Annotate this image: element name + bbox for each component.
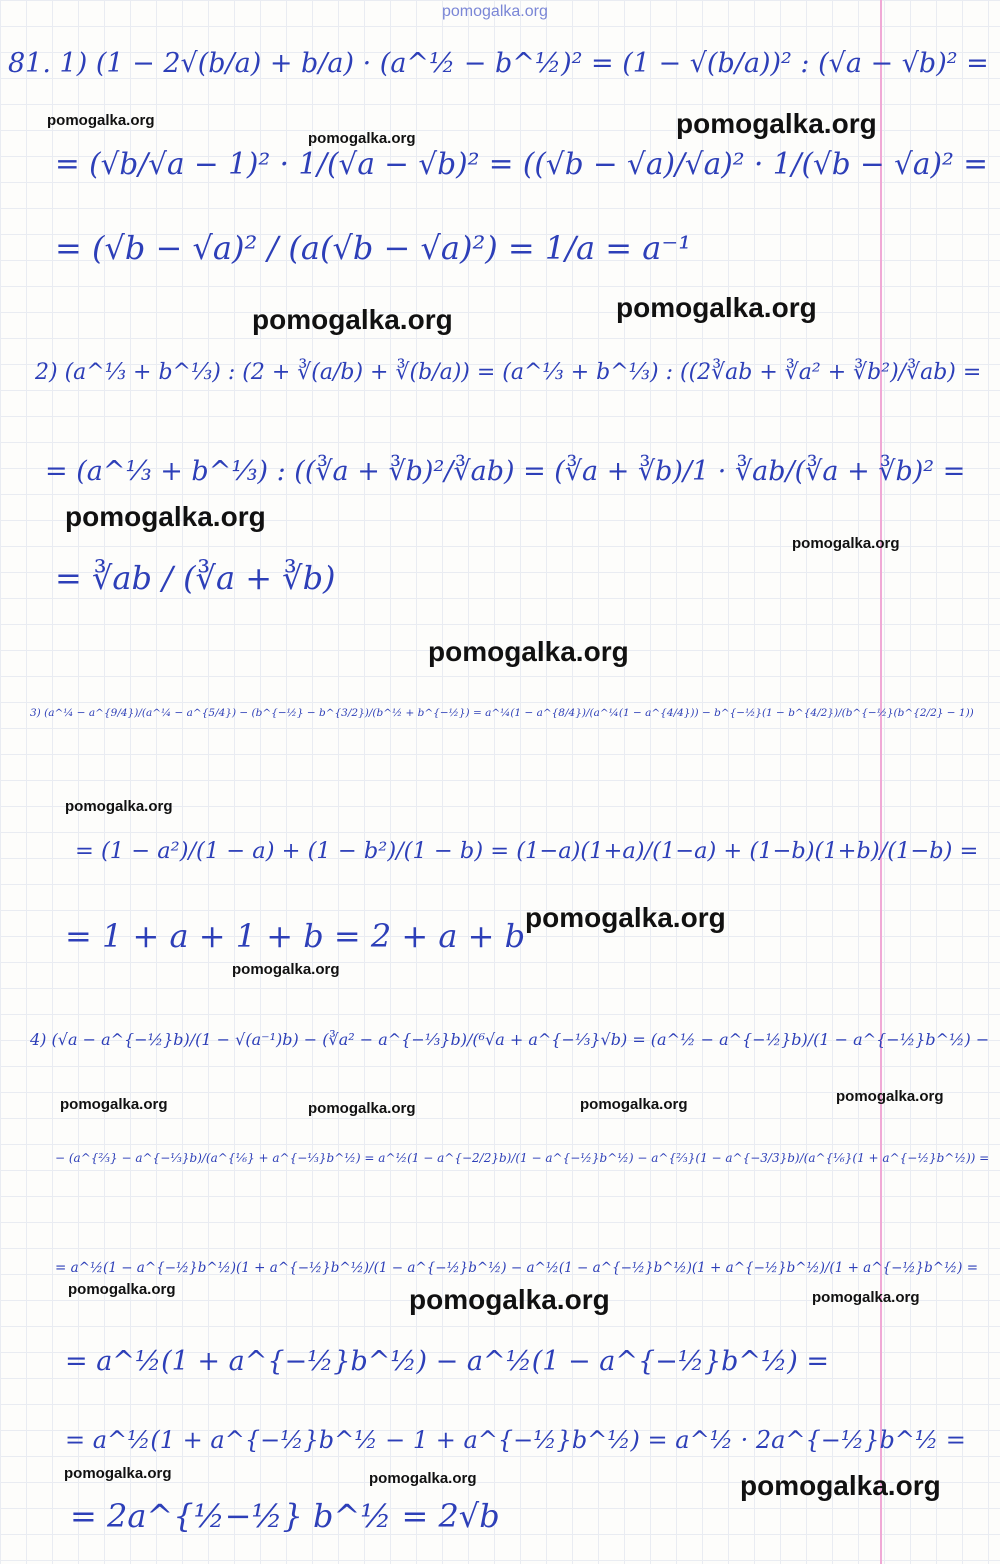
notebook-margin-line <box>880 0 882 1564</box>
line-9: = 1 + a + 1 + b = 2 + a + b <box>65 917 526 955</box>
watermark: pomogalka.org <box>308 130 416 147</box>
line-3: = (√b − √a)² / (a(√b − √a)²) = 1/a = a⁻¹ <box>55 229 692 267</box>
watermark: pomogalka.org <box>60 1096 168 1113</box>
watermark: pomogalka.org <box>369 1470 477 1487</box>
line-8: = (1 − a²)/(1 − a) + (1 − b²)/(1 − b) = (1−a)(1+a)/(1−a) + (1−b)(1+b)/(1−b) = <box>75 838 979 864</box>
line-7: 3) (a^¼ − a^{9/4})/(a^¼ − a^{5/4}) − (b^{−½} − b^{3/2})/(b^½ + b^{−½}) = a^¼(1 − a^{8/4})/(a^¼(1 − a^{4/4})) − b^{−½}(1 − b^{4/2})/(b^{−½}(b^{2/2} − 1)) <box>30 707 974 719</box>
watermark: pomogalka.org <box>65 501 266 532</box>
line-4: 2) (a^⅓ + b^⅓) : (2 + ∛(a/b) + ∛(b/a)) = (a^⅓ + b^⅓) : ((2∛ab + ∛a² + ∛b²)/∛ab) = <box>35 360 982 385</box>
line-15: = 2a^{½−½} b^½ = 2√b <box>70 1497 500 1535</box>
watermark: pomogalka.org <box>428 636 629 667</box>
watermark: pomogalka.org <box>616 292 817 323</box>
line-13: = a^½(1 + a^{−½}b^½) − a^½(1 − a^{−½}b^½) = <box>65 1346 829 1377</box>
line-14: = a^½(1 + a^{−½}b^½ − 1 + a^{−½}b^½) = a^½ · 2a^{−½}b^½ = <box>65 1426 966 1454</box>
watermark: pomogalka.org <box>308 1100 416 1117</box>
line-2: = (√b/√a − 1)² · 1/(√a − √b)² = ((√b − √a)/√a)² · 1/(√b − √a)² = <box>55 147 988 181</box>
line-11: − (a^{⅔} − a^{−⅓}b)/(a^{⅙} + a^{−⅓}b^½) = a^½(1 − a^{−2/2}b)/(1 − a^{−½}b^½) − a^{⅔}(1 − a^{−3/3}b)/(a^{⅙}(1 + a^{−½}b^½)) = <box>55 1151 990 1165</box>
watermark: pomogalka.org <box>740 1470 941 1501</box>
watermark: pomogalka.org <box>65 798 173 815</box>
line-12: = a^½(1 − a^{−½}b^½)(1 + a^{−½}b^½)/(1 − a^{−½}b^½) − a^½(1 − a^{−½}b^½)(1 + a^{−½}b^½)/(1 + a^{−½}b^½) = <box>55 1260 979 1276</box>
watermark: pomogalka.org <box>812 1289 920 1306</box>
watermark: pomogalka.org <box>68 1281 176 1298</box>
watermark: pomogalka.org <box>409 1284 610 1315</box>
watermark: pomogalka.org <box>836 1088 944 1105</box>
watermark: pomogalka.org <box>232 961 340 978</box>
line-6: = ∛ab / (∛a + ∛b) <box>55 559 336 597</box>
watermark: pomogalka.org <box>676 108 877 139</box>
line-5: = (a^⅓ + b^⅓) : ((∛a + ∛b)²/∛ab) = (∛a + ∛b)/1 · ∛ab/(∛a + ∛b)² = <box>45 456 966 487</box>
watermark: pomogalka.org <box>792 535 900 552</box>
watermark: pomogalka.org <box>47 112 155 129</box>
watermark: pomogalka.org <box>64 1465 172 1482</box>
watermark: pomogalka.org <box>580 1096 688 1113</box>
line-10: 4) (√a − a^{−½}b)/(1 − √(a⁻¹)b) − (∛a² − a^{−⅓}b)/(⁶√a + a^{−⅓}√b) = (a^½ − a^{−½}b)/(1 − a^{−½}b^½) − <box>30 1030 990 1049</box>
watermark: pomogalka.org <box>252 304 453 335</box>
line-1: 81. 1) (1 − 2√(b/a) + b/a) · (a^½ − b^½)² = (1 − √(b/a))² : (√a − √b)² = <box>8 48 989 79</box>
site-header: pomogalka.org <box>442 3 548 20</box>
watermark: pomogalka.org <box>525 902 726 933</box>
